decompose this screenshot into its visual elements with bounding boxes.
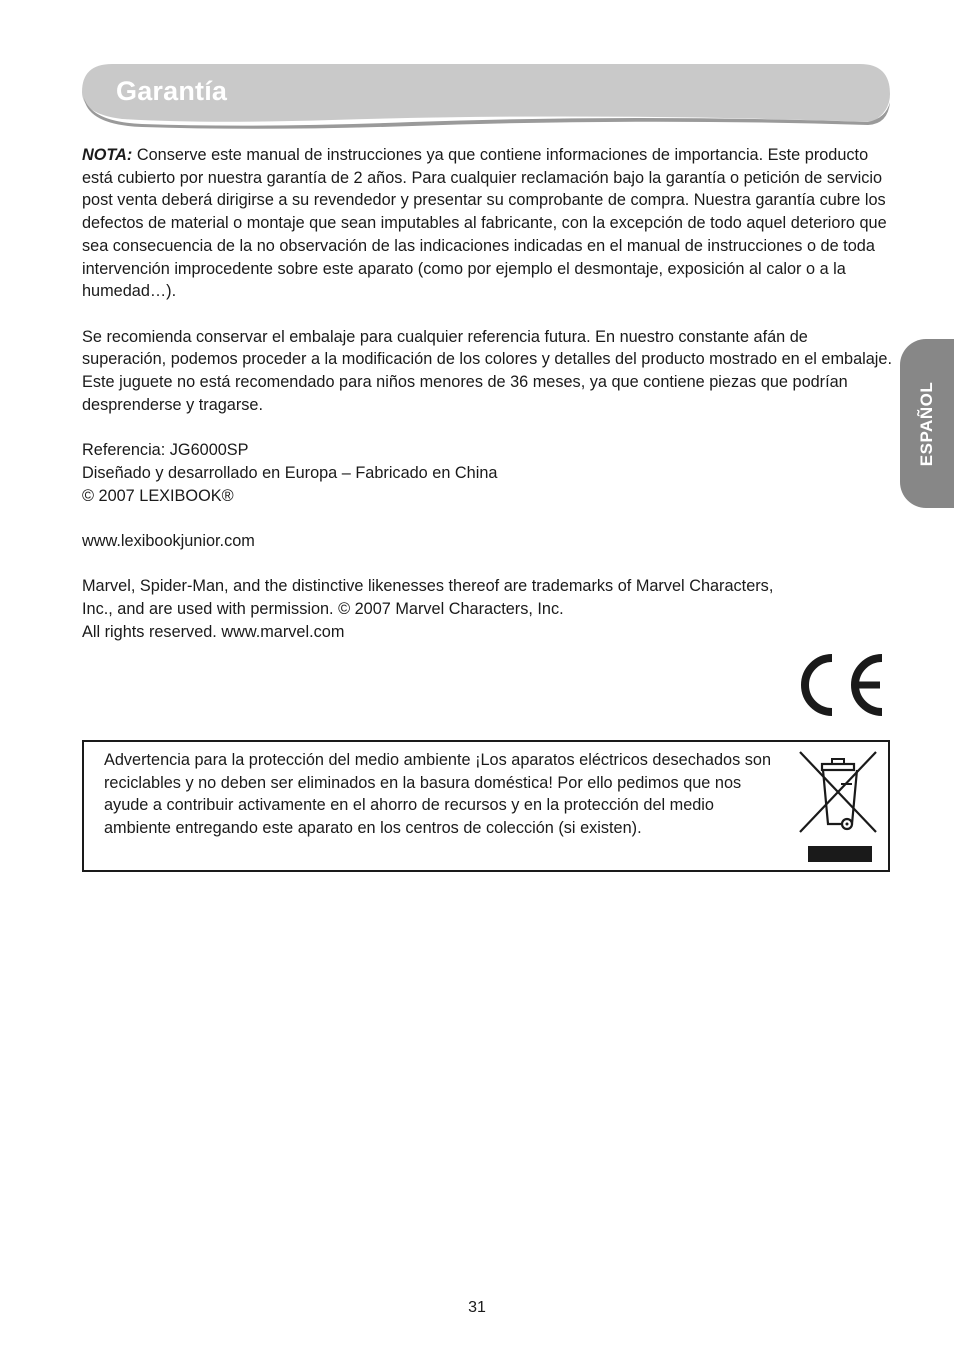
origin-line: Diseñado y desarrollado en Europa – Fabricado en China xyxy=(82,463,498,482)
trademark-line-2: Inc., and are used with permission. © 2007 Marvel Characters, Inc. xyxy=(82,600,564,618)
environment-warning-text: Advertencia para la protección del medio ambiente ¡Los aparatos eléctricos desechados son reciclables y no deben ser eliminados en la basura doméstica! Por ello pedimos que nos ayude a contribuir activamente en el ahorro de recursos y en la protección del medio ambiente entregando este aparato en los centros de colección (si existen). xyxy=(104,751,772,838)
packaging-paragraph: Se recomienda conservar el embalaje para cualquier referencia futura. En nuestro constante afán de superación, podemos proceder a la modificación de los colores y detalles del producto mostrado en el embalaje. Este juguete no está recomendado para niños menores de 36 meses, ya que contiene piezas que podrían desprenderse y tragarse. xyxy=(82,327,893,414)
language-tab-label: ESPAÑOL xyxy=(917,381,936,466)
website-line: www.lexibookjunior.com xyxy=(82,531,255,550)
copyright-line: © 2007 LEXIBOOK® xyxy=(82,486,234,505)
nota-label: NOTA: xyxy=(82,146,133,164)
crossed-out-wheelie-bin-icon xyxy=(798,750,882,866)
section-header-banner xyxy=(82,64,892,130)
reference-line: Referencia: JG6000SP xyxy=(82,441,249,460)
trademark-paragraph xyxy=(82,575,892,643)
language-tab xyxy=(900,339,954,508)
page-number: 31 xyxy=(468,1299,486,1316)
nota-paragraph xyxy=(82,144,892,303)
ce-mark-icon xyxy=(792,650,888,720)
trademark-line-3: All rights reserved. www.marvel.com xyxy=(82,622,345,641)
page-title: Garantía xyxy=(116,76,228,106)
trademark-line-1: Marvel, Spider-Man, and the distinctive likenesses thereof are trademarks of Marvel Characters, xyxy=(82,577,774,596)
environment-warning-box xyxy=(82,740,890,872)
warranty-content xyxy=(82,144,892,666)
nota-text: Conserve este manual de instrucciones ya que contiene informaciones de importancia. Este producto está cubierto por nuestra garantía de 2 años. Para cualquier reclamación bajo la garantía o petición de servicio post venta deberá dirigirse a su revendedor y presentar su comprobante de compra. Nuestra garantía cubre los defectos de material o montaje que sean imputables al fabricante, con la excepción de todo aquel deterioro que sea consecuencia de la no observación de las indicaciones indicadas en el manual de instrucciones o de toda intervención improcedente sobre este aparato (como por ejemplo el desmontaje, exposición al calor o a la humedad…). xyxy=(82,146,887,301)
product-info xyxy=(82,439,892,507)
